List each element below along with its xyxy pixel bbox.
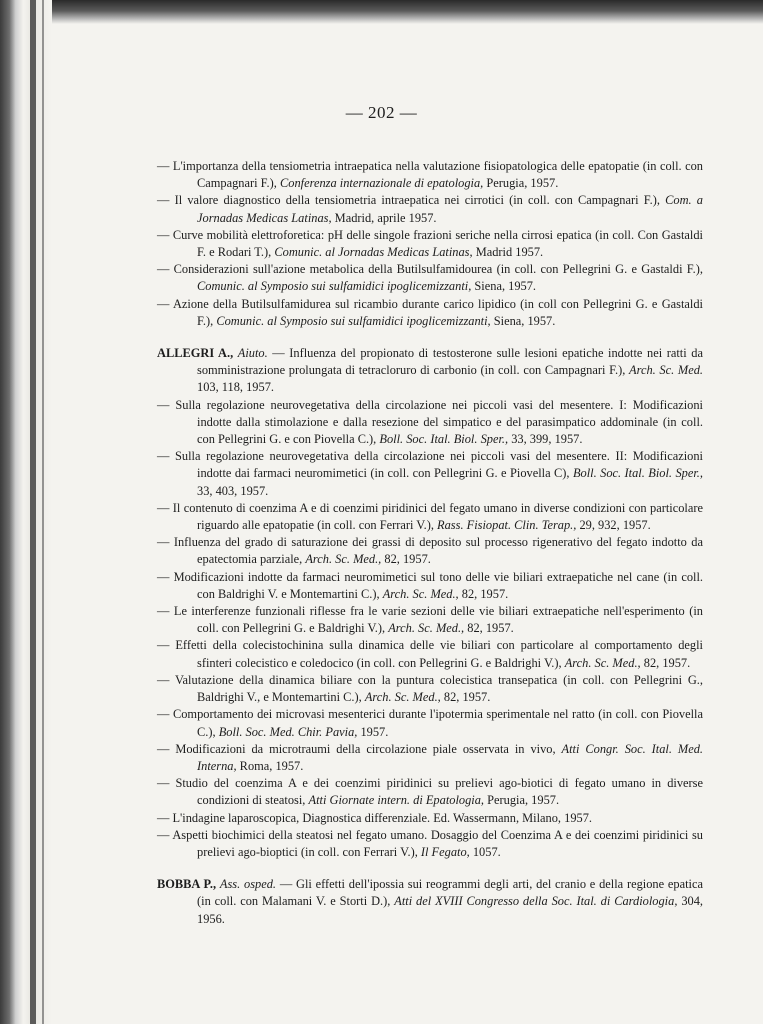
- author-entry-bobba: [157, 876, 703, 928]
- bibliography-entry: — L'importanza della tensiometria intraepatica nella valutazione fisiopatologica delle epatopatie (in coll. con Campagnari F.), Conferenza internazionale di epatologia, Perugia, 1957.: [157, 159, 703, 191]
- author-first-publication: — Gli effetti dell'ipossia sui reogrammi degli arti, del cranio e della regione epatica (in coll. con Malamani V. e Storti D.), Atti del XVIII Congresso della Soc. Ital. di Cardiologia, 304, 1956.: [197, 877, 703, 926]
- bibliography: [157, 158, 703, 928]
- bibliography-entry: — Sulla regolazione neurovegetativa della circolazione nei piccoli vasi del mesentere. II: Modificazioni indotte dai farmaci neuromimetici (in coll. con Pellegrini G. e Piovella C), Boll. Soc. Ital. Biol. Sper., 33, 403, 1957.: [157, 449, 703, 498]
- journal-title: Arch. Sc. Med.,: [305, 552, 382, 567]
- entries-allegri-group: [157, 397, 703, 861]
- journal-title: Boll. Soc. Ital. Biol. Sper.,: [572, 466, 703, 481]
- journal-title: Rass. Fisiopat. Clin. Terap.,: [437, 518, 577, 533]
- bibliography-entry: — Effetti della colecistochinina sulla dinamica delle vie biliari con particolare al comportamento degli sfinteri colecistico e coledocico (in coll. con Pellegrini G. e Baldrighi V.), Arch. Sc. Med., 82, 1957.: [157, 638, 703, 670]
- journal-title: Atti Giornate intern. di Epatologia,: [308, 793, 485, 808]
- author-first-publication: — Influenza del propionato di testosterone sulle lesioni epatiche indotte nei ratti da somministrazione prolungata di tetracloruro di carbonio (in coll. con Campagnari F.), Arch. Sc. Med. 103, 118, 1957.: [197, 346, 703, 395]
- entries-top-group: [157, 158, 703, 330]
- bibliography-entry: — L'indagine laparoscopica, Diagnostica differenziale. Ed. Wassermann, Milano, 1957.: [157, 810, 593, 825]
- journal-title: Arch. Sc. Med.,: [382, 586, 459, 601]
- author-entry-allegri: [157, 345, 703, 397]
- journal-title: Arch. Sc. Med.,: [388, 621, 465, 636]
- author-name: BOBBA P.,: [157, 877, 217, 892]
- journal-title: Atti del XVIII Congresso della Soc. Ital. di Cardiologia,: [394, 894, 678, 909]
- journal-title: Atti Congr. Soc. Ital. Med. Interna,: [197, 741, 703, 773]
- journal-title: Il Fegato,: [420, 844, 470, 859]
- journal-title: Boll. Soc. Ital. Biol. Sper.,: [379, 432, 509, 447]
- journal-title: Arch. Sc. Med.,: [564, 655, 641, 670]
- journal-title: Boll. Soc. Med. Chir. Pavia,: [218, 724, 358, 739]
- journal-title: Comunic. al Symposio sui sulfamidici ipoglicemizzanti,: [216, 313, 491, 328]
- scan-binding-edge: [0, 0, 52, 1024]
- journal-title: Comunic. al Symposio sui sulfamidici ipoglicemizzanti,: [197, 279, 472, 294]
- bibliography-entry: — Curve mobilità elettroforetica: pH delle singole frazioni seriche nella cirrosi epatica (in coll. Con Gastaldi F. e Rodari T.), Comunic. al Jornadas Medicas Latinas, Madrid 1957.: [157, 227, 703, 260]
- bibliography-entry: — Valutazione della dinamica biliare con la puntura colecistica transepatica (in coll. con Pellegrini G., Baldrighi V., e Montemartini C.), Arch. Sc. Med., 82, 1957.: [157, 672, 703, 705]
- author-role: Aiuto.: [237, 346, 268, 361]
- author-name: ALLEGRI A.,: [157, 346, 234, 361]
- bibliography-entry: — Aspetti biochimici della steatosi nel fegato umano. Dosaggio del Coenzima A e dei coenzimi piridinici su prelievi ago-bioptici (in coll. con Ferrari V.), Il Fegato, 1057.: [157, 827, 703, 859]
- journal-title: Arch. Sc. Med.: [629, 363, 703, 378]
- author-role: Ass. osped.: [219, 877, 277, 892]
- journal-title: Arch. Sc. Med.,: [364, 690, 441, 705]
- bibliography-entry: — Sulla regolazione neurovegetativa della circolazione nei piccoli vasi del mesentere. I: Modificazioni indotte dalla stimolazione e dalla resezione del simpatico e del parasimpatico addominale (in coll. con Pellegrini G. e con Piovella C.), Boll. Soc. Ital. Biol. Sper., 33, 399, 1957.: [157, 397, 703, 447]
- journal-title: Com. a Jornadas Medicas Latinas,: [197, 193, 703, 225]
- bibliography-entry: — Considerazioni sull'azione metabolica della Butilsulfamidourea (in coll. con Pellegrini G. e Gastaldi F.), Comunic. al Symposio sui sulfamidici ipoglicemizzanti, Siena, 1957.: [157, 262, 703, 294]
- bibliography-entry: — Le interferenze funzionali riflesse fra le varie sezioni delle vie biliari extraepatiche nell'esperimento (in coll. con Pellegrini G. e Baldrighi V.), Arch. Sc. Med., 82, 1957.: [157, 604, 703, 636]
- journal-title: Comunic. al Jornadas Medicas Latinas,: [274, 245, 473, 260]
- scan-top-border: [0, 0, 763, 24]
- binding-line: [30, 0, 36, 1024]
- bibliography-entry: — Modificazioni da microtraumi della circolazione piale osservata in vivo, Atti Congr. Soc. Ital. Med. Interna, Roma, 1957.: [157, 741, 703, 773]
- bibliography-entry: — Azione della Butilsulfamidurea sul ricambio durante carico lipidico (in coll con Pellegrini G. e Gastaldi F.), Comunic. al Symposio sui sulfamidici ipoglicemizzanti, Siena, 1957.: [157, 296, 703, 328]
- bibliography-entry: — Studio del coenzima A e dei coenzimi piridinici su prelievi ago-biotici di fegato umano in diverse condizioni di steatosi, Atti Giornate intern. di Epatologia, Perugia, 1957.: [157, 776, 703, 808]
- binding-line-thin: [42, 0, 44, 1024]
- bibliography-entry: — Il valore diagnostico della tensiometria intraepatica nei cirrotici (in coll. con Campagnari F.), Com. a Jornadas Medicas Latinas, Madrid, aprile 1957.: [157, 193, 703, 225]
- bibliography-entry: — Il contenuto di coenzima A e di coenzimi piridinici del fegato umano in diverse condizioni con particolare riguardo alle epatopatie (in coll. con Ferrari V.), Rass. Fisiopat. Clin. Terap., 29, 932, 1957.: [157, 500, 703, 533]
- journal-title: Conferenza internazionale di epatologia,: [279, 176, 484, 191]
- bibliography-entry: — Comportamento dei microvasi mesenterici durante l'ipotermia sperimentale nel ratto (in coll. con Piovella C.), Boll. Soc. Med. Chir. Pavia, 1957.: [157, 707, 703, 739]
- bibliography-entry: — Influenza del grado di saturazione dei grassi di deposito sul processo rigenerativo del fegato indotto da epatectomia parziale, Arch. Sc. Med., 82, 1957.: [157, 535, 703, 567]
- bibliography-entry: — Modificazioni indotte da farmaci neuromimetici sul tono delle vie biliari extraepatiche nel cane (in coll. con Baldrighi V. e Montemartini C.), Arch. Sc. Med., 82, 1957.: [157, 569, 703, 601]
- page-number: — 202 —: [345, 103, 418, 122]
